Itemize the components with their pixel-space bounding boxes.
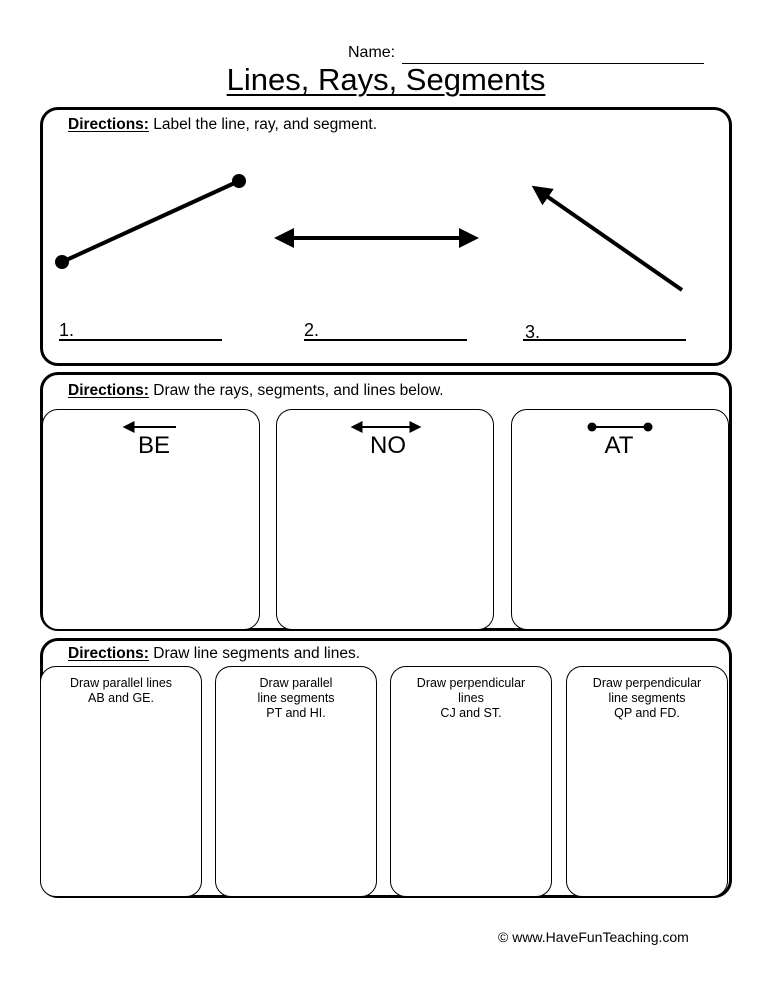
answer-number-3: 3. (525, 322, 541, 342)
copyright-footer: © www.HaveFunTeaching.com (498, 929, 689, 945)
answer-number-1: 1. (59, 320, 75, 340)
task-text: Draw parallel lines AB and GE. (69, 676, 173, 705)
drawing-area-parallel-segments[interactable] (215, 666, 377, 897)
directions-label: Directions: (68, 382, 149, 399)
directions-text: Draw the rays, segments, and lines below. (153, 382, 444, 399)
directions-text: Draw line segments and lines. (153, 645, 361, 662)
drawing-area-parallel-lines[interactable] (40, 666, 202, 897)
task-text: Draw perpendicular lines CJ and ST. (416, 676, 526, 720)
directions-label: Directions: (68, 645, 149, 662)
line-label: NO (370, 432, 406, 459)
directions-text: Label the line, ray, and segment. (153, 116, 378, 133)
ray-label: BE (137, 432, 170, 459)
answer-number-2: 2. (304, 320, 320, 340)
directions-label: Directions: (68, 116, 149, 133)
section3-directions (68, 645, 360, 663)
drawing-area-perpendicular-segments[interactable] (566, 666, 728, 897)
segment-label: AT (604, 432, 634, 459)
task-text: Draw parallel line segments PT and HI. (257, 676, 335, 720)
name-label: Name: (348, 44, 396, 61)
page-title: Lines, Rays, Segments (226, 62, 546, 97)
task-text: Draw perpendicular line segments QP and FD. (592, 676, 702, 720)
segment-symbol (588, 423, 653, 432)
drawing-area-perpendicular-lines[interactable] (390, 666, 552, 897)
